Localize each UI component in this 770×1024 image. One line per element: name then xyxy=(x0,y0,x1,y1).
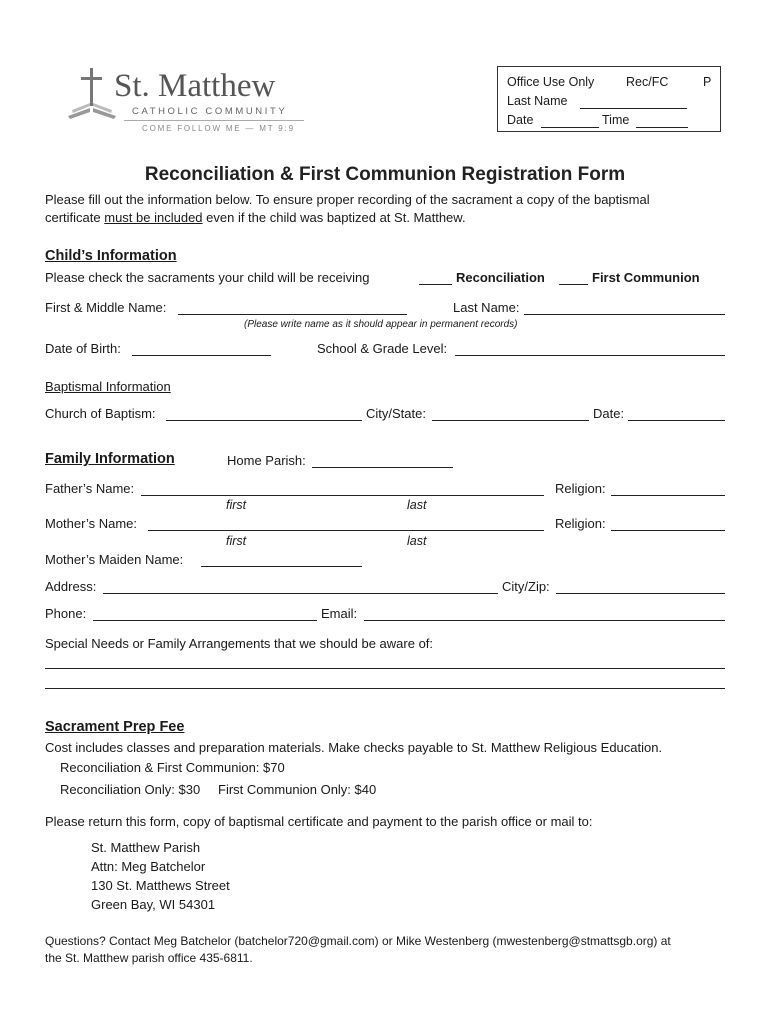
first-communion-option-label: First Communion xyxy=(592,270,700,285)
school-grade-field[interactable] xyxy=(455,355,725,356)
mail-address-line-4: Green Bay, WI 54301 xyxy=(91,897,216,912)
intro-line-2-emphasis: must be included xyxy=(104,210,203,225)
father-name-label: Father’s Name: xyxy=(45,481,135,496)
first-middle-name-label: First & Middle Name: xyxy=(45,300,167,315)
email-label: Email: xyxy=(321,606,358,621)
father-last-hint: last xyxy=(407,498,427,512)
office-time-label: Time xyxy=(602,113,630,127)
mother-religion-field[interactable] xyxy=(611,530,725,531)
logo-divider xyxy=(124,120,304,121)
child-last-name-field[interactable] xyxy=(524,314,725,315)
office-recfc-label: Rec/FC xyxy=(626,75,669,89)
father-religion-field[interactable] xyxy=(611,495,725,496)
intro-line-2-pre: certificate xyxy=(45,210,105,225)
reconciliation-option-label: Reconciliation xyxy=(456,270,545,285)
sacrament-check-text: Please check the sacraments your child will be receiving xyxy=(45,270,370,285)
mother-first-hint: first xyxy=(226,534,247,548)
dob-label: Date of Birth: xyxy=(45,341,121,356)
phone-field[interactable] xyxy=(93,620,317,621)
office-date-field[interactable] xyxy=(541,127,599,128)
city-zip-field[interactable] xyxy=(556,593,725,594)
office-use-label: Office Use Only xyxy=(507,75,595,89)
mother-maiden-name-label: Mother’s Maiden Name: xyxy=(45,552,184,567)
child-info-heading: Child’s Information xyxy=(45,248,177,264)
office-last-name-label: Last Name xyxy=(507,94,568,108)
first-middle-name-field[interactable] xyxy=(178,314,407,315)
contact-line-1: Questions? Contact Meg Batchelor (batchelor720@gmail.com) or Mike Westenberg (mwestenberg@stmattsgb.org) at xyxy=(45,934,671,948)
phone-label: Phone: xyxy=(45,606,87,621)
fee-first-communion-only: First Communion Only: $40 xyxy=(218,782,377,797)
office-time-field[interactable] xyxy=(636,127,688,128)
mail-address-line-3: 130 St. Matthews Street xyxy=(91,878,230,893)
mother-religion-label: Religion: xyxy=(555,516,606,531)
intro-line-1: Please fill out the information below. To ensure proper recording of the sacrament a copy of the baptismal xyxy=(45,192,650,207)
city-zip-label: City/Zip: xyxy=(502,579,550,594)
logo-name: St. Matthew xyxy=(114,68,276,104)
mail-address-line-1: St. Matthew Parish xyxy=(91,840,201,855)
address-label: Address: xyxy=(45,579,97,594)
prep-fee-description: Cost includes classes and preparation materials. Make checks payable to St. Matthew Religious Education. xyxy=(45,740,663,755)
special-needs-field-2[interactable] xyxy=(45,688,725,689)
logo-subtitle: CATHOLIC COMMUNITY xyxy=(132,106,288,117)
intro-line-2 xyxy=(45,210,466,225)
cross-book-icon xyxy=(64,66,120,122)
office-date-label: Date xyxy=(507,113,534,127)
mail-address-line-2: Attn: Meg Batchelor xyxy=(91,859,206,874)
father-first-hint: first xyxy=(226,498,247,512)
office-use-box xyxy=(497,66,721,132)
mother-name-label: Mother’s Name: xyxy=(45,516,137,531)
address-field[interactable] xyxy=(103,593,498,594)
fee-both: Reconciliation & First Communion: $70 xyxy=(60,760,285,775)
church-of-baptism-field[interactable] xyxy=(166,420,362,421)
name-note: (Please write name as it should appear in permanent records) xyxy=(244,319,518,330)
mother-name-field[interactable] xyxy=(148,530,544,531)
prep-fee-heading: Sacrament Prep Fee xyxy=(45,719,185,735)
family-info-heading: Family Information xyxy=(45,451,175,467)
baptismal-info-heading: Baptismal Information xyxy=(45,379,171,394)
school-grade-label: School & Grade Level: xyxy=(317,341,448,356)
intro-line-2-post: even if the child was baptized at St. Matthew. xyxy=(202,210,466,225)
baptism-city-state-field[interactable] xyxy=(432,420,589,421)
special-needs-label: Special Needs or Family Arrangements that we should be aware of: xyxy=(45,636,434,651)
office-last-name-field[interactable] xyxy=(580,108,687,109)
special-needs-field-1[interactable] xyxy=(45,668,725,669)
child-last-name-label: Last Name: xyxy=(453,300,520,315)
church-of-baptism-label: Church of Baptism: xyxy=(45,406,156,421)
logo xyxy=(64,66,314,136)
mother-last-hint: last xyxy=(407,534,427,548)
office-p-label: P xyxy=(703,75,712,89)
baptism-city-state-label: City/State: xyxy=(366,406,426,421)
dob-field[interactable] xyxy=(132,355,271,356)
father-religion-label: Religion: xyxy=(555,481,606,496)
first-communion-checkbox[interactable] xyxy=(559,284,588,285)
return-instructions: Please return this form, copy of baptismal certificate and payment to the parish office or mail to: xyxy=(45,814,593,829)
home-parish-field[interactable] xyxy=(312,467,453,468)
home-parish-label: Home Parish: xyxy=(227,453,306,468)
contact-line-2: the St. Matthew parish office 435-6811. xyxy=(45,951,253,965)
baptism-date-field[interactable] xyxy=(628,420,725,421)
email-field[interactable] xyxy=(364,620,725,621)
reconciliation-checkbox[interactable] xyxy=(419,284,452,285)
mother-maiden-name-field[interactable] xyxy=(201,566,362,567)
logo-tagline: COME FOLLOW ME — MT 9:9 xyxy=(142,124,295,133)
baptism-date-label: Date: xyxy=(593,406,625,421)
page-title: Reconciliation & First Communion Registration Form xyxy=(144,164,626,185)
fee-reconciliation-only: Reconciliation Only: $30 xyxy=(60,782,201,797)
father-name-field[interactable] xyxy=(141,495,544,496)
